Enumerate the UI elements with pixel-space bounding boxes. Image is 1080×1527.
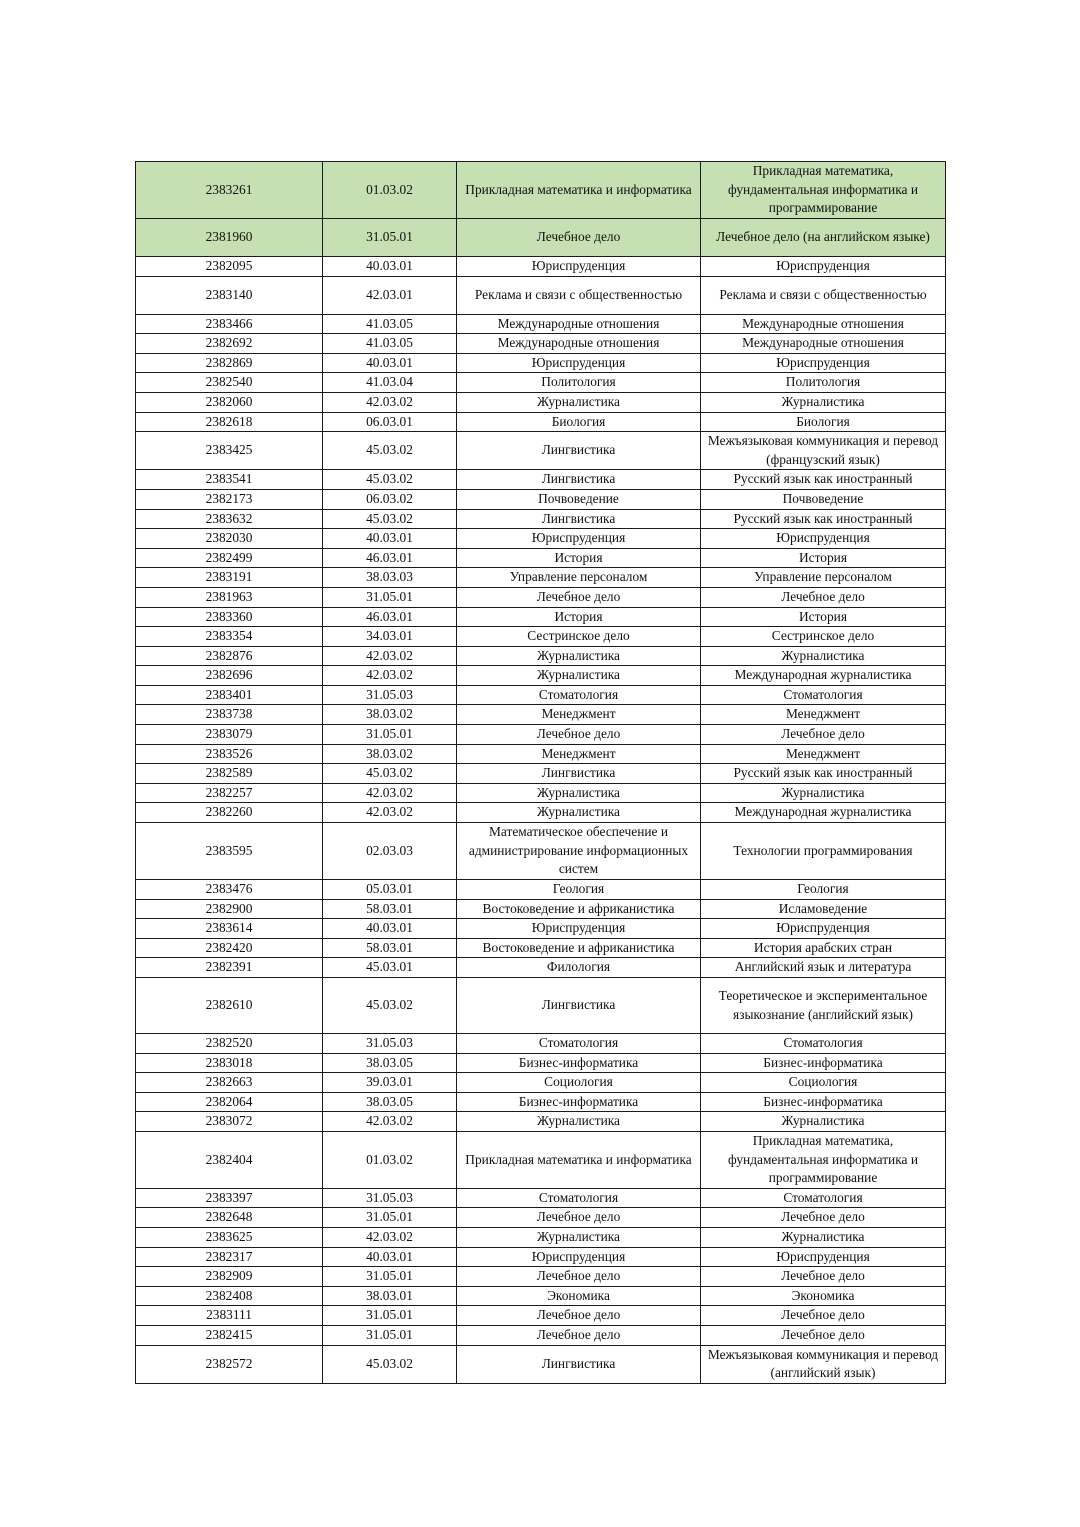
cell-code: 31.05.01 (323, 219, 457, 257)
table-row (136, 489, 946, 509)
cell-program: История арабских стран (701, 938, 946, 958)
cell-field: Лечебное дело (457, 1267, 701, 1287)
cell-id: 2382618 (136, 412, 323, 432)
cell-field: Юриспруденция (457, 529, 701, 549)
cell-code: 46.03.01 (323, 607, 457, 627)
cell-id: 2382420 (136, 938, 323, 958)
cell-program: Международная журналистика (701, 666, 946, 686)
table-row (136, 509, 946, 529)
cell-program: Стоматология (701, 1188, 946, 1208)
cell-program: Реклама и связи с общественностью (701, 276, 946, 314)
cell-field: Журналистика (457, 783, 701, 803)
cell-id: 2383360 (136, 607, 323, 627)
table-row (136, 392, 946, 412)
cell-id: 2383614 (136, 919, 323, 939)
cell-id: 2382876 (136, 646, 323, 666)
cell-id: 2383595 (136, 823, 323, 880)
cell-code: 42.03.02 (323, 803, 457, 823)
cell-id: 2383541 (136, 470, 323, 490)
cell-field: Менеджмент (457, 705, 701, 725)
cell-id: 2382696 (136, 666, 323, 686)
table-row (136, 334, 946, 354)
cell-field: Прикладная математика и информатика (457, 1131, 701, 1188)
cell-field: Востоковедение и африканистика (457, 938, 701, 958)
cell-program: Межъязыковая коммуникация и перевод (английский язык) (701, 1345, 946, 1383)
table-row (136, 219, 946, 257)
cell-code: 46.03.01 (323, 548, 457, 568)
cell-id: 2383191 (136, 568, 323, 588)
cell-field: Лечебное дело (457, 587, 701, 607)
cell-code: 58.03.01 (323, 938, 457, 958)
table-row (136, 764, 946, 784)
cell-id: 2383425 (136, 432, 323, 470)
cell-code: 39.03.01 (323, 1073, 457, 1093)
cell-field: Международные отношения (457, 314, 701, 334)
table-row (136, 958, 946, 978)
cell-code: 01.03.02 (323, 162, 457, 219)
table-row (136, 1208, 946, 1228)
cell-id: 2382260 (136, 803, 323, 823)
cell-field: Журналистика (457, 1227, 701, 1247)
table-body (136, 162, 946, 1384)
cell-code: 31.05.01 (323, 725, 457, 745)
cell-field: Политология (457, 373, 701, 393)
table-row (136, 1306, 946, 1326)
cell-program: Русский язык как иностранный (701, 470, 946, 490)
table-row (136, 1073, 946, 1093)
cell-field: Востоковедение и африканистика (457, 899, 701, 919)
cell-program: Международная журналистика (701, 803, 946, 823)
table-row (136, 529, 946, 549)
cell-program: Сестринское дело (701, 627, 946, 647)
cell-program: История (701, 548, 946, 568)
cell-id: 2382900 (136, 899, 323, 919)
cell-id: 2382610 (136, 978, 323, 1034)
cell-id: 2383466 (136, 314, 323, 334)
cell-code: 40.03.01 (323, 529, 457, 549)
cell-code: 05.03.01 (323, 880, 457, 900)
table-row (136, 1267, 946, 1287)
cell-code: 31.05.01 (323, 1267, 457, 1287)
table-row (136, 432, 946, 470)
cell-program: Лечебное дело (701, 725, 946, 745)
cell-code: 31.05.03 (323, 685, 457, 705)
cell-field: Бизнес-информатика (457, 1092, 701, 1112)
cell-code: 38.03.02 (323, 705, 457, 725)
table-row (136, 899, 946, 919)
admissions-table (135, 161, 946, 1384)
cell-program: Теоретическое и экспериментальное языкознание (английский язык) (701, 978, 946, 1034)
cell-field: Менеджмент (457, 744, 701, 764)
cell-id: 2383354 (136, 627, 323, 647)
cell-id: 2383632 (136, 509, 323, 529)
cell-id: 2382520 (136, 1034, 323, 1054)
cell-id: 2382030 (136, 529, 323, 549)
cell-program: Лечебное дело (701, 1208, 946, 1228)
cell-id: 2383079 (136, 725, 323, 745)
table-row (136, 568, 946, 588)
cell-code: 40.03.01 (323, 257, 457, 277)
table-row (136, 162, 946, 219)
cell-program: Международные отношения (701, 314, 946, 334)
table-row (136, 587, 946, 607)
cell-program: Экономика (701, 1286, 946, 1306)
cell-program: Лечебное дело (701, 1325, 946, 1345)
cell-program: Биология (701, 412, 946, 432)
cell-field: Стоматология (457, 1188, 701, 1208)
cell-code: 45.03.02 (323, 978, 457, 1034)
cell-code: 31.05.01 (323, 1306, 457, 1326)
cell-program: Лечебное дело (701, 1306, 946, 1326)
cell-code: 01.03.02 (323, 1131, 457, 1188)
cell-code: 31.05.01 (323, 587, 457, 607)
cell-program: Русский язык как иностранный (701, 764, 946, 784)
cell-field: Стоматология (457, 685, 701, 705)
cell-program: Лечебное дело (на английском языке) (701, 219, 946, 257)
cell-program: Стоматология (701, 1034, 946, 1054)
cell-program: Английский язык и литература (701, 958, 946, 978)
cell-program: Социология (701, 1073, 946, 1093)
cell-field: Лечебное дело (457, 1325, 701, 1345)
cell-id: 2382095 (136, 257, 323, 277)
cell-program: Политология (701, 373, 946, 393)
cell-code: 34.03.01 (323, 627, 457, 647)
cell-field: Юриспруденция (457, 353, 701, 373)
cell-code: 42.03.02 (323, 1227, 457, 1247)
cell-code: 38.03.05 (323, 1053, 457, 1073)
table-row (136, 1112, 946, 1132)
cell-id: 2383401 (136, 685, 323, 705)
cell-program: Журналистика (701, 1112, 946, 1132)
cell-id: 2382257 (136, 783, 323, 803)
table-row (136, 803, 946, 823)
cell-code: 42.03.02 (323, 646, 457, 666)
cell-field: Биология (457, 412, 701, 432)
cell-id: 2383111 (136, 1306, 323, 1326)
cell-code: 31.05.01 (323, 1325, 457, 1345)
cell-id: 2383476 (136, 880, 323, 900)
cell-code: 45.03.02 (323, 509, 457, 529)
table-row (136, 314, 946, 334)
table-row (136, 1034, 946, 1054)
table-row (136, 1188, 946, 1208)
table-row (136, 1325, 946, 1345)
cell-code: 42.03.02 (323, 392, 457, 412)
cell-id: 2381963 (136, 587, 323, 607)
cell-id: 2382499 (136, 548, 323, 568)
table-row (136, 646, 946, 666)
table-row (136, 627, 946, 647)
table-row (136, 1053, 946, 1073)
cell-id: 2382415 (136, 1325, 323, 1345)
cell-field: Лечебное дело (457, 1208, 701, 1228)
table-row (136, 666, 946, 686)
cell-code: 42.03.02 (323, 1112, 457, 1132)
cell-id: 2382408 (136, 1286, 323, 1306)
cell-id: 2382663 (136, 1073, 323, 1093)
cell-program: Журналистика (701, 392, 946, 412)
cell-field: Журналистика (457, 1112, 701, 1132)
cell-code: 45.03.02 (323, 764, 457, 784)
table-row (136, 276, 946, 314)
cell-id: 2383072 (136, 1112, 323, 1132)
cell-field: Лингвистика (457, 509, 701, 529)
cell-field: История (457, 607, 701, 627)
cell-id: 2382572 (136, 1345, 323, 1383)
cell-code: 06.03.01 (323, 412, 457, 432)
cell-id: 2382391 (136, 958, 323, 978)
table-row (136, 725, 946, 745)
cell-program: Управление персоналом (701, 568, 946, 588)
cell-code: 06.03.02 (323, 489, 457, 509)
cell-id: 2381960 (136, 219, 323, 257)
cell-code: 02.03.03 (323, 823, 457, 880)
cell-field: Юриспруденция (457, 257, 701, 277)
cell-program: Бизнес-информатика (701, 1092, 946, 1112)
cell-field: Реклама и связи с общественностью (457, 276, 701, 314)
cell-code: 38.03.05 (323, 1092, 457, 1112)
cell-id: 2383526 (136, 744, 323, 764)
cell-code: 40.03.01 (323, 1247, 457, 1267)
cell-program: Русский язык как иностранный (701, 509, 946, 529)
cell-id: 2382909 (136, 1267, 323, 1287)
table-row (136, 880, 946, 900)
cell-field: Сестринское дело (457, 627, 701, 647)
cell-code: 40.03.01 (323, 919, 457, 939)
cell-id: 2382404 (136, 1131, 323, 1188)
table-row (136, 744, 946, 764)
cell-code: 45.03.02 (323, 432, 457, 470)
cell-field: Лингвистика (457, 470, 701, 490)
cell-program: Бизнес-информатика (701, 1053, 946, 1073)
cell-code: 38.03.01 (323, 1286, 457, 1306)
table-row (136, 373, 946, 393)
cell-field: Международные отношения (457, 334, 701, 354)
cell-program: Международные отношения (701, 334, 946, 354)
cell-id: 2383018 (136, 1053, 323, 1073)
table-row (136, 607, 946, 627)
cell-field: Журналистика (457, 803, 701, 823)
cell-field: Геология (457, 880, 701, 900)
cell-program: Геология (701, 880, 946, 900)
cell-program: История (701, 607, 946, 627)
table-row (136, 1092, 946, 1112)
cell-code: 42.03.02 (323, 666, 457, 686)
cell-field: Юриспруденция (457, 919, 701, 939)
cell-program: Прикладная математика, фундаментальная информатика и программирование (701, 162, 946, 219)
cell-field: Управление персоналом (457, 568, 701, 588)
cell-id: 2383140 (136, 276, 323, 314)
cell-id: 2382692 (136, 334, 323, 354)
table-row (136, 1247, 946, 1267)
cell-code: 31.05.03 (323, 1188, 457, 1208)
cell-field: Бизнес-информатика (457, 1053, 701, 1073)
cell-code: 31.05.03 (323, 1034, 457, 1054)
cell-id: 2382589 (136, 764, 323, 784)
cell-code: 38.03.02 (323, 744, 457, 764)
cell-code: 42.03.01 (323, 276, 457, 314)
cell-code: 40.03.01 (323, 353, 457, 373)
table-row (136, 1345, 946, 1383)
cell-code: 45.03.01 (323, 958, 457, 978)
cell-field: Прикладная математика и информатика (457, 162, 701, 219)
cell-program: Лечебное дело (701, 1267, 946, 1287)
cell-id: 2382869 (136, 353, 323, 373)
cell-field: Журналистика (457, 392, 701, 412)
cell-program: Менеджмент (701, 705, 946, 725)
cell-field: Юриспруденция (457, 1247, 701, 1267)
cell-field: Лечебное дело (457, 725, 701, 745)
cell-program: Журналистика (701, 646, 946, 666)
cell-field: Лингвистика (457, 978, 701, 1034)
cell-code: 42.03.02 (323, 783, 457, 803)
table-row (136, 705, 946, 725)
cell-field: Филология (457, 958, 701, 978)
cell-id: 2383625 (136, 1227, 323, 1247)
cell-code: 45.03.02 (323, 470, 457, 490)
cell-program: Журналистика (701, 1227, 946, 1247)
table-row (136, 412, 946, 432)
cell-id: 2383261 (136, 162, 323, 219)
cell-program: Журналистика (701, 783, 946, 803)
cell-field: Лингвистика (457, 764, 701, 784)
cell-program: Межъязыковая коммуникация и перевод (французский язык) (701, 432, 946, 470)
cell-code: 41.03.05 (323, 314, 457, 334)
table-row (136, 919, 946, 939)
cell-program: Исламоведение (701, 899, 946, 919)
cell-code: 41.03.04 (323, 373, 457, 393)
table-row (136, 257, 946, 277)
table-row (136, 1131, 946, 1188)
table-row (136, 548, 946, 568)
cell-field: Математическое обеспечение и администрирование информационных систем (457, 823, 701, 880)
cell-id: 2383397 (136, 1188, 323, 1208)
table-row (136, 1286, 946, 1306)
table-row (136, 1227, 946, 1247)
cell-program: Почвоведение (701, 489, 946, 509)
table-row (136, 685, 946, 705)
cell-field: История (457, 548, 701, 568)
cell-program: Стоматология (701, 685, 946, 705)
cell-id: 2382060 (136, 392, 323, 412)
cell-field: Социология (457, 1073, 701, 1093)
cell-field: Лечебное дело (457, 219, 701, 257)
cell-id: 2383738 (136, 705, 323, 725)
cell-field: Лечебное дело (457, 1306, 701, 1326)
cell-field: Почвоведение (457, 489, 701, 509)
cell-program: Юриспруденция (701, 353, 946, 373)
cell-id: 2382064 (136, 1092, 323, 1112)
cell-field: Лингвистика (457, 432, 701, 470)
cell-code: 58.03.01 (323, 899, 457, 919)
cell-code: 45.03.02 (323, 1345, 457, 1383)
cell-program: Юриспруденция (701, 257, 946, 277)
cell-field: Журналистика (457, 666, 701, 686)
cell-code: 38.03.03 (323, 568, 457, 588)
cell-field: Стоматология (457, 1034, 701, 1054)
cell-program: Юриспруденция (701, 919, 946, 939)
table-row (136, 470, 946, 490)
cell-program: Прикладная математика, фундаментальная информатика и программирование (701, 1131, 946, 1188)
cell-program: Юриспруденция (701, 1247, 946, 1267)
table-row (136, 783, 946, 803)
table-row (136, 978, 946, 1034)
cell-id: 2382173 (136, 489, 323, 509)
cell-program: Менеджмент (701, 744, 946, 764)
cell-field: Журналистика (457, 646, 701, 666)
cell-program: Юриспруденция (701, 529, 946, 549)
cell-id: 2382317 (136, 1247, 323, 1267)
table-row (136, 938, 946, 958)
cell-program: Лечебное дело (701, 587, 946, 607)
cell-field: Экономика (457, 1286, 701, 1306)
cell-field: Лингвистика (457, 1345, 701, 1383)
cell-code: 41.03.05 (323, 334, 457, 354)
table-row (136, 353, 946, 373)
cell-id: 2382648 (136, 1208, 323, 1228)
cell-id: 2382540 (136, 373, 323, 393)
cell-code: 31.05.01 (323, 1208, 457, 1228)
cell-program: Технологии программирования (701, 823, 946, 880)
table-row (136, 823, 946, 880)
